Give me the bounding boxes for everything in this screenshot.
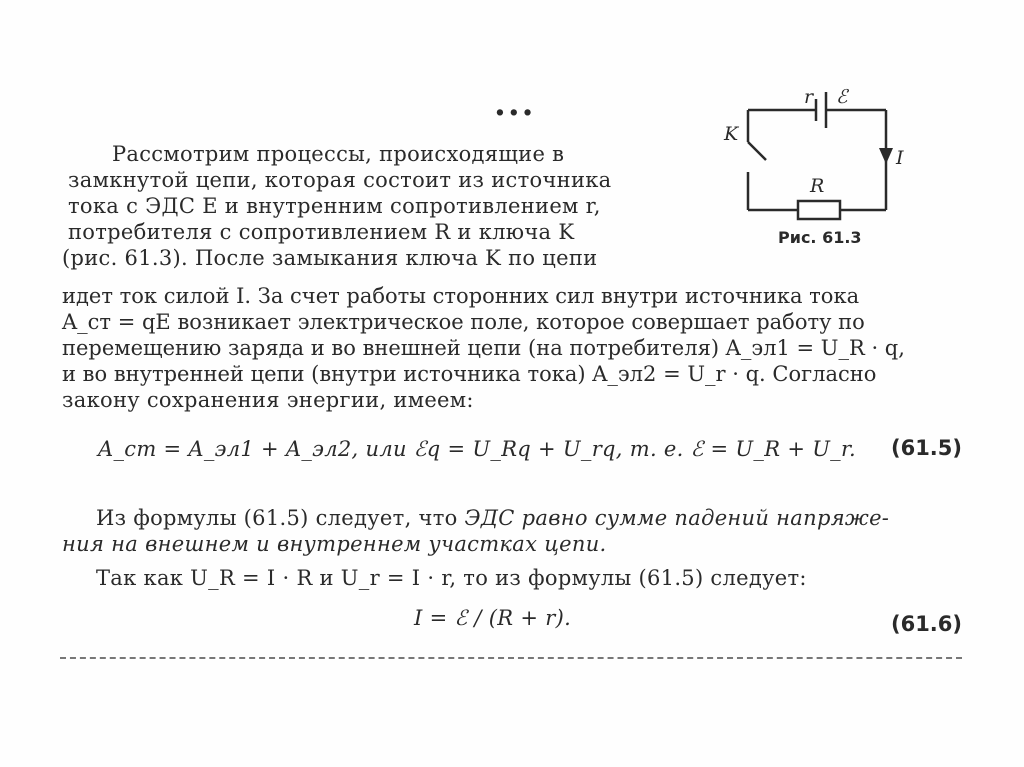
- current-arrow-icon: [879, 148, 893, 164]
- label-key: K: [724, 123, 739, 145]
- conclusion-line-2: ния на внешнем и внутреннем участках цепи.: [62, 532, 607, 556]
- equation-61-6: I = ℰ / (R + r).: [414, 606, 572, 630]
- conclusion-line-1: [96, 505, 889, 531]
- text-line: тока с ЭДС Ε и внутренним сопротивлением r,: [68, 194, 601, 218]
- label-emf: ℰ: [836, 86, 848, 108]
- text-line: потребителя с сопротивлением R и ключа K: [68, 220, 575, 244]
- text-line: и во внутренней цепи (внутри источника тока) A_эл2 = U_r · q. Согласно: [62, 362, 877, 386]
- text-line: (рис. 61.3). После замыкания ключа K по цепи: [62, 246, 598, 270]
- text-line: идет ток силой I. За счет работы сторонних сил внутри источника тока: [62, 284, 860, 308]
- figure-caption: Рис. 61.3: [778, 228, 862, 247]
- label-current: I: [896, 147, 904, 169]
- text-line: замкнутой цепи, которая состоит из источника: [68, 168, 612, 192]
- conclusion-line-3: Так как U_R = I · R и U_r = I · r, то из формулы (61.5) следует:: [96, 566, 807, 590]
- text-line: закону сохранения энергии, имеем:: [62, 388, 474, 412]
- slide-title: ...: [494, 84, 536, 124]
- text-line: Рассмотрим процессы, происходящие в: [112, 142, 565, 166]
- label-resistor: R: [810, 175, 825, 197]
- conclusion-text: Из формулы (61.5) следует, что: [96, 506, 465, 530]
- equation-number-61-6: (61.6): [890, 612, 962, 636]
- equation-number-61-5: (61.5): [890, 436, 962, 460]
- bottom-divider: [60, 657, 962, 659]
- text-line: A_ст = qΕ возникает электрическое поле, которое совершает работу по: [62, 310, 865, 334]
- equation-61-5: A_ст = A_эл1 + A_эл2, или ℰq = U_Rq + U_rq, т. е. ℰ = U_R + U_r.: [98, 437, 856, 461]
- conclusion-emphasis: ЭДС равно сумме падений напряже-: [464, 506, 890, 530]
- text-line: перемещению заряда и во внешней цепи (на потребителя) A_эл1 = U_R · q,: [62, 336, 905, 360]
- circuit-diagram: [716, 82, 906, 232]
- label-r: r: [804, 86, 814, 108]
